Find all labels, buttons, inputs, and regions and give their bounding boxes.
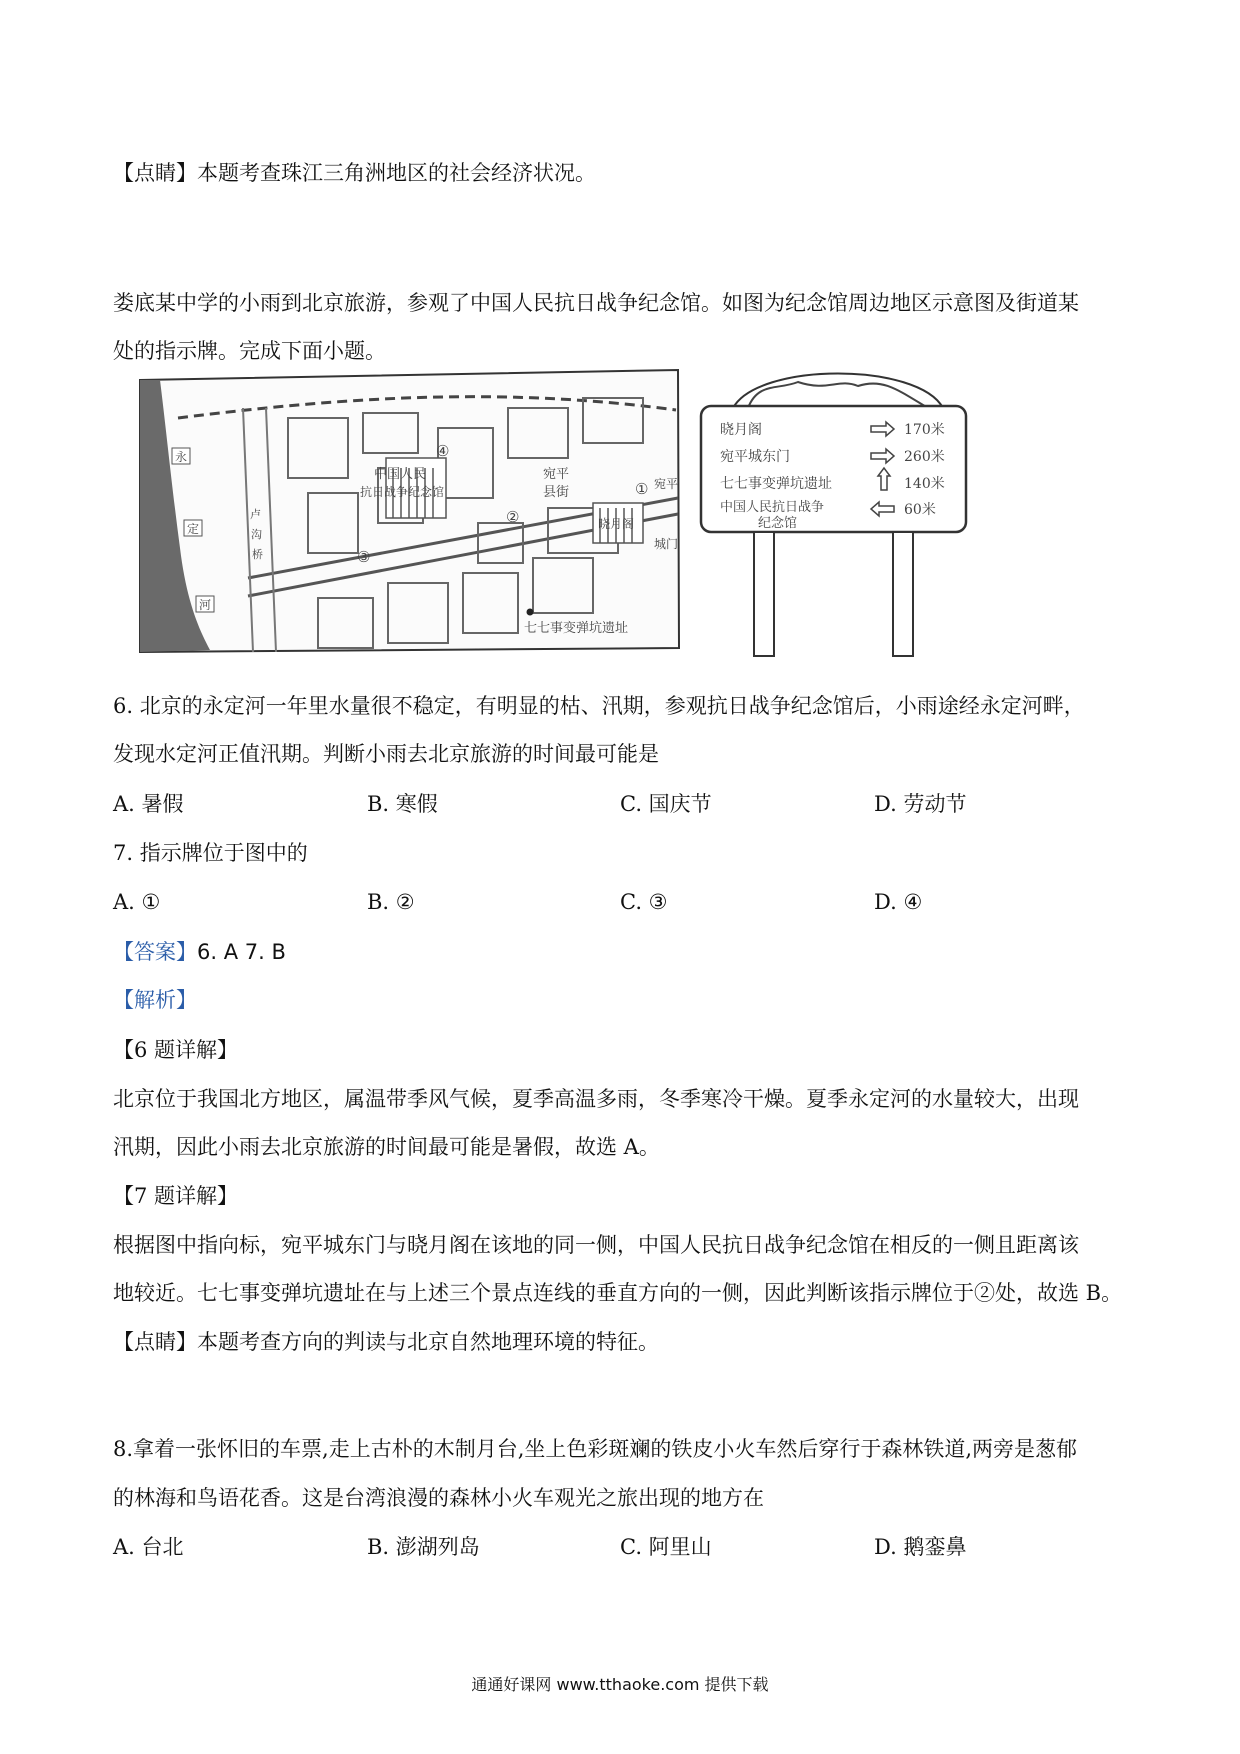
q7-option-c[interactable]: C. ③ [620,890,668,914]
q6-option-c[interactable]: C. 国庆节 [620,792,712,816]
analysis-heading: 【解析】 [113,988,197,1012]
q6-option-d[interactable]: D. 劳动节 [874,792,967,816]
side-road-3: 桥 [252,548,263,561]
memorial-label-1: 中国人民 [374,467,427,482]
sign-row-4-name: 中国人民抗日战争 [720,500,825,515]
memorial-label-2: 抗日战争纪念馆 [360,485,445,499]
d7-title: 【7 题详解】 [113,1184,239,1208]
side-road-2: 沟 [251,528,262,541]
sign-row-2-name: 宛平城东门 [720,449,790,465]
crater-label: 七七事变弹坑遗址 [524,621,629,636]
sign-row-4-name2: 纪念馆 [758,516,798,531]
intro-line-1: 娄底某中学的小雨到北京旅游，参观了中国人民抗日战争纪念馆。如图为纪念馆周边地区示意图及街道某 [113,291,1079,315]
river-char-1: 永 [175,450,188,464]
sign-row-4-dist: 60米 [904,502,936,518]
q7-option-d[interactable]: D. ④ [874,890,923,914]
sign-row-1-dist: 170米 [904,422,945,438]
q6-option-a[interactable]: A. 暑假 [113,792,184,816]
river-char-3: 河 [199,598,212,612]
q8-option-d[interactable]: D. 鹅銮鼻 [874,1535,967,1559]
sign-row-3-name: 七七事变弹坑遗址 [720,476,832,492]
sign-board [701,374,966,657]
map-figure [138,368,968,660]
street-label-2: 县街 [543,485,570,500]
q8-option-b[interactable]: B. 澎湖列岛 [367,1535,480,1559]
street-label-1: 宛平 [543,467,570,482]
prev-tip [113,158,596,188]
gate-label-1: 宛平 [654,477,679,491]
sign-row-2-dist: 260米 [904,449,945,465]
q8-option-a[interactable]: A. 台北 [113,1535,184,1559]
d7-line-2: 地较近。七七事变弹坑遗址在与上述三个景点连线的垂直方向的一侧，因此判断该指示牌位于②处，故选 B。 [113,1281,1123,1305]
intro-line-2: 处的指示牌。完成下面小题。 [113,339,386,363]
q8-stem-1: 8.拿着一张怀旧的车票,走上古朴的木制月台,坐上色彩斑斓的铁皮小火车然后穿行于森林铁道,两旁是葱郁 [113,1437,1078,1461]
marker-3: ③ [357,548,371,566]
tip-text: 本题考查方向的判读与北京自然地理环境的特征。 [197,1330,659,1354]
q6-stem-1: 6. 北京的永定河一年里水量很不稳定，有明显的枯、汛期，参观抗日战争纪念馆后，小雨途经永定河畔， [113,694,1085,718]
marker-1: ① [635,480,649,498]
river-char-2: 定 [187,522,200,536]
tip-bracket: 【点睛】 [113,1330,197,1354]
marker-2: ② [506,508,520,526]
gate-label-2: 城门 [654,537,679,551]
d6-line-1: 北京位于我国北方地区，属温带季风气候，夏季高温多雨，冬季寒冷干燥。夏季永定河的水量较大，出现 [113,1087,1079,1111]
q8-option-c[interactable]: C. 阿里山 [620,1535,712,1559]
tip-text: 本题考查珠江三角洲地区的社会经济状况。 [197,161,596,185]
tip-2 [113,1327,659,1357]
marker-4: ④ [436,442,450,460]
d7-line-1: 根据图中指向标，宛平城东门与晓月阁在该地的同一侧，中国人民抗日战争纪念馆在相反的一侧且距离该 [113,1233,1079,1257]
crater-dot [527,609,534,616]
d6-title: 【6 题详解】 [113,1038,239,1062]
q8-stem-2: 的林海和鸟语花香。这是台湾浪漫的森林小火车观光之旅出现的地方在 [113,1486,764,1510]
q7-stem: 7. 指示牌位于图中的 [113,841,308,865]
sign-row-1-name: 晓月阁 [720,422,762,438]
page-footer: 通通好课网 www.tthaoke.com 提供下载 [471,1675,769,1694]
q7-option-a[interactable]: A. ① [113,890,161,914]
sign-row-3-dist: 140米 [904,476,945,492]
tip-bracket: 【点睛】 [113,161,197,185]
q6-option-b[interactable]: B. 寒假 [367,792,438,816]
q6-stem-2: 发现水定河正值汛期。判断小雨去北京旅游的时间最可能是 [113,742,659,766]
d6-line-2: 汛期，因此小雨去北京旅游的时间最可能是暑假，故选 A。 [113,1135,660,1159]
q7-option-b[interactable]: B. ② [367,890,415,914]
answer-bracket: 【答案】 [113,940,197,964]
tower-label: 晓月阁 [598,517,635,531]
answer-text: 6. A 7. B [197,940,286,964]
side-road-1: 卢 [250,508,261,521]
answer [113,937,286,967]
area-map [140,370,679,652]
